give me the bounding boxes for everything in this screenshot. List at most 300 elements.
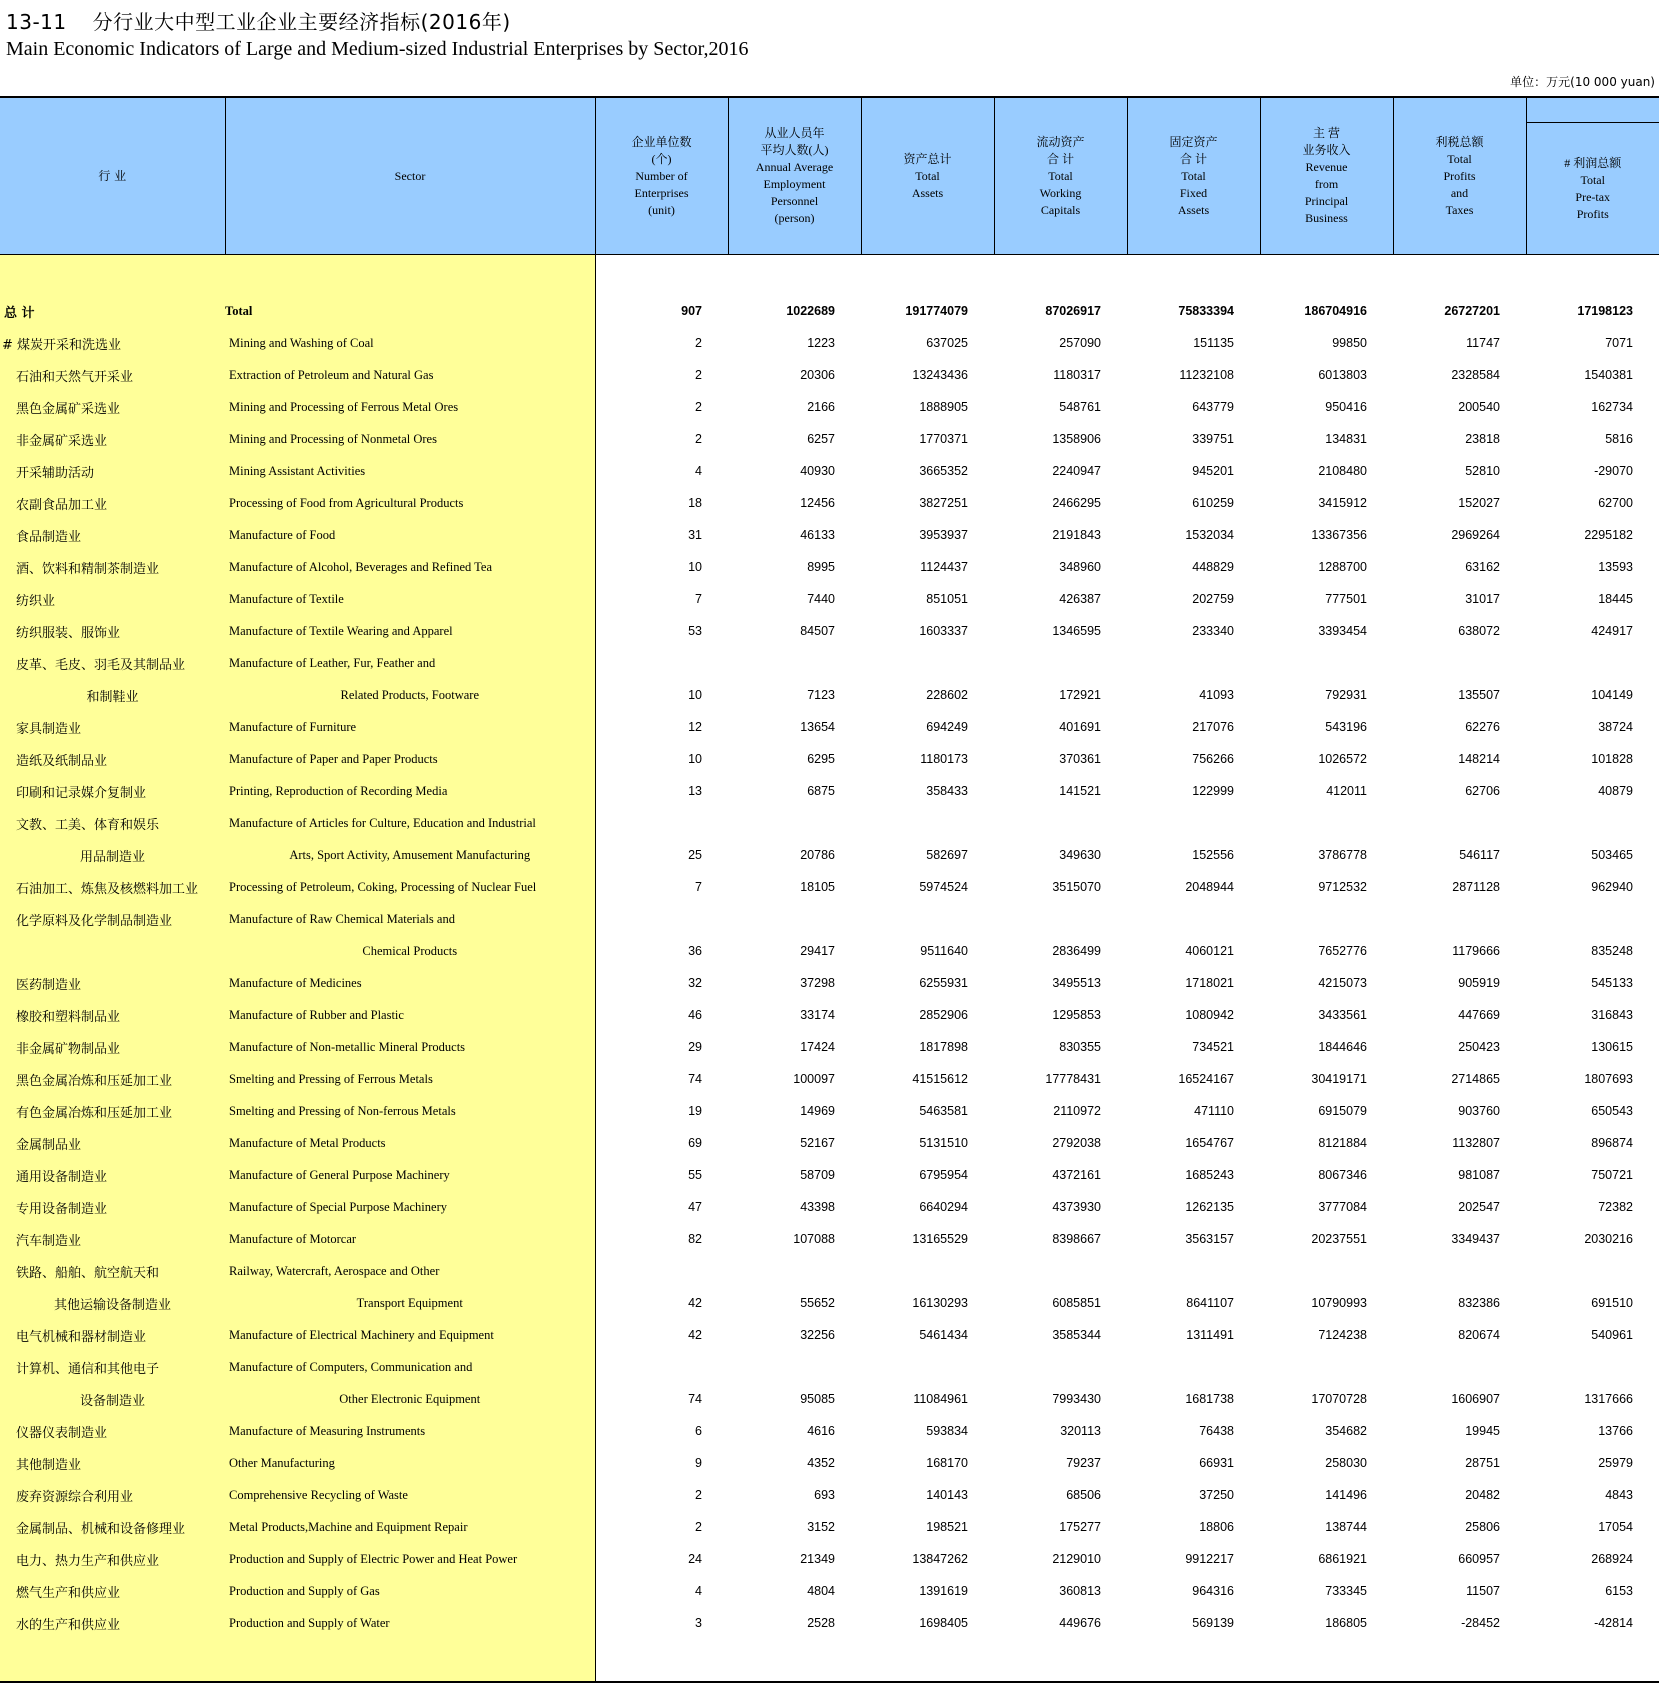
cell-fixed-assets — [1127, 647, 1260, 679]
cell-enterprises: 4 — [695, 1584, 702, 1598]
cell-fixed-assets: 41093 — [1199, 688, 1234, 702]
cell-revenue: 99850 — [1332, 336, 1367, 350]
row-label-en: Other Electronic Equipment — [225, 1383, 595, 1415]
cell-revenue: 4215073 — [1318, 976, 1367, 990]
cell-enterprises: 24 — [688, 1552, 702, 1566]
cell-employment: 3152 — [807, 1520, 835, 1534]
cell-employment: 4804 — [807, 1584, 835, 1598]
cell-profits-taxes: 31017 — [1465, 592, 1500, 606]
header-pretax-profits-label: # 利润总额 Total Pre-tax Profits — [1526, 122, 1659, 254]
cell-working-capital: 141521 — [1059, 784, 1101, 798]
cell-pretax-profits: 1317666 — [1584, 1392, 1633, 1406]
table-row — [0, 1415, 1659, 1447]
table-row — [0, 935, 1659, 967]
cell-enterprises: 7 — [695, 592, 702, 606]
cell-assets: 11084961 — [913, 1392, 968, 1406]
row-label-en: Manufacture of Non-metallic Mineral Products — [225, 1031, 595, 1063]
cell-fixed-assets: 643779 — [1192, 400, 1234, 414]
cell-profits-taxes: 28751 — [1465, 1456, 1500, 1470]
cell-enterprises: 18 — [688, 496, 702, 510]
cell-working-capital — [994, 807, 1127, 839]
row-label-en: Manufacture of Paper and Paper Products — [225, 743, 595, 775]
cell-pretax-profits: 691510 — [1591, 1296, 1633, 1310]
cell-fixed-assets: 152556 — [1192, 848, 1234, 862]
cell-fixed-assets: 756266 — [1192, 752, 1234, 766]
cell-profits-taxes: 202547 — [1458, 1200, 1500, 1214]
cell-pretax-profits: 2295182 — [1584, 528, 1633, 542]
header-working-capital: 流动资产 合 计 Total Working Capitals — [994, 97, 1127, 255]
table-row — [0, 1479, 1659, 1511]
cell-assets: 582697 — [926, 848, 968, 862]
cell-employment: 4352 — [807, 1456, 835, 1470]
cell-fixed-assets: 1532034 — [1185, 528, 1234, 542]
cell-assets: 1698405 — [919, 1616, 968, 1630]
cell-employment: 37298 — [800, 976, 835, 990]
cell-working-capital: 6085851 — [1052, 1296, 1101, 1310]
cell-revenue: 30419171 — [1311, 1072, 1367, 1086]
cell-employment: 107088 — [793, 1232, 835, 1246]
cell-fixed-assets: 1654767 — [1185, 1136, 1234, 1150]
row-label-cn: 非金属矿物制品业 — [0, 1031, 225, 1063]
cell-revenue: 17070728 — [1311, 1392, 1367, 1406]
table-row — [0, 1255, 1659, 1287]
cell-assets: 637025 — [926, 336, 968, 350]
cell-enterprises: 6 — [695, 1424, 702, 1438]
row-label-cn: 食品制造业 — [0, 519, 225, 551]
cell-assets: 851051 — [926, 592, 968, 606]
cell-assets: 6795954 — [919, 1168, 968, 1182]
table-row — [0, 1159, 1659, 1191]
cell-profits-taxes: 447669 — [1458, 1008, 1500, 1022]
title-cn-text: 分行业大中型工业企业主要经济指标(2016年) — [92, 10, 511, 34]
cell-enterprises: 42 — [688, 1328, 702, 1342]
cell-revenue: 354682 — [1325, 1424, 1367, 1438]
cell-working-capital — [994, 1351, 1127, 1383]
cell-revenue — [1260, 903, 1393, 935]
row-label-en: Metal Products,Machine and Equipment Repair — [225, 1511, 595, 1543]
cell-pretax-profits: 5816 — [1605, 432, 1633, 446]
cell-assets: 6640294 — [919, 1200, 968, 1214]
cell-employment: 7123 — [807, 688, 835, 702]
cell-fixed-assets: 1262135 — [1185, 1200, 1234, 1214]
cell-revenue: 950416 — [1325, 400, 1367, 414]
cell-working-capital: 68506 — [1066, 1488, 1101, 1502]
cell-profits-taxes: -28452 — [1461, 1616, 1500, 1630]
cell-pretax-profits: 316843 — [1591, 1008, 1633, 1022]
cell-working-capital: 257090 — [1059, 336, 1101, 350]
table-row — [0, 903, 1659, 935]
row-label-en: Processing of Petroleum, Coking, Processing of Nuclear Fuel — [225, 871, 595, 903]
cell-assets: 5461434 — [919, 1328, 968, 1342]
table-row — [0, 1031, 1659, 1063]
cell-assets: 5131510 — [919, 1136, 968, 1150]
table-row — [0, 1575, 1659, 1607]
cell-fixed-assets — [1127, 807, 1260, 839]
cell-employment: 4616 — [807, 1424, 835, 1438]
table-row — [0, 1543, 1659, 1575]
cell-employment: 1223 — [807, 336, 835, 350]
cell-working-capital: 4372161 — [1052, 1168, 1101, 1182]
row-label-cn: 橡胶和塑料制品业 — [0, 999, 225, 1031]
cell-employment: 21349 — [800, 1552, 835, 1566]
row-label-cn: 非金属矿采选业 — [0, 423, 225, 455]
cell-assets — [861, 1255, 994, 1287]
row-label-cn: 金属制品、机械和设备修理业 — [0, 1511, 225, 1543]
row-label-en: Mining and Washing of Coal — [225, 327, 595, 359]
cell-revenue: 6915079 — [1318, 1104, 1367, 1118]
row-label-en: Smelting and Pressing of Non-ferrous Metals — [225, 1095, 595, 1127]
row-label-en: Manufacture of Food — [225, 519, 595, 551]
cell-assets: 5463581 — [919, 1104, 968, 1118]
row-label-cn: 黑色金属冶炼和压延加工业 — [0, 1063, 225, 1095]
cell-revenue: 1026572 — [1318, 752, 1367, 766]
cell-revenue: 3786778 — [1318, 848, 1367, 862]
cell-assets: 1603337 — [919, 624, 968, 638]
table-row — [0, 839, 1659, 871]
table-row — [0, 359, 1659, 391]
cell-employment: 6875 — [807, 784, 835, 798]
cell-profits-taxes: 905919 — [1458, 976, 1500, 990]
cell-revenue: 20237551 — [1311, 1232, 1367, 1246]
row-label-cn: 其他制造业 — [0, 1447, 225, 1479]
table-row — [0, 1127, 1659, 1159]
row-label-cn: 有色金属冶炼和压延加工业 — [0, 1095, 225, 1127]
cell-assets: 1770371 — [919, 432, 968, 446]
cell-fixed-assets: 151135 — [1193, 336, 1234, 350]
row-label-cn: 纺织业 — [0, 583, 225, 615]
cell-profits-taxes: 2969264 — [1451, 528, 1500, 542]
cell-employment: 7440 — [807, 592, 835, 606]
cell-working-capital: 2110972 — [1053, 1104, 1101, 1118]
row-label-cn: 设备制造业 — [0, 1383, 225, 1415]
total-label-en: Total — [225, 295, 595, 327]
cell-employment: 6295 — [807, 752, 835, 766]
cell-enterprises: 82 — [688, 1232, 702, 1246]
cell-working-capital: 3495513 — [1052, 976, 1101, 990]
cell-fixed-assets: 217076 — [1192, 720, 1234, 734]
cell-working-capital: 4373930 — [1052, 1200, 1101, 1214]
header-fixed-assets: 固定资产 合 计 Total Fixed Assets — [1127, 97, 1260, 255]
cell-assets: 593834 — [926, 1424, 968, 1438]
cell-pretax-profits — [1526, 903, 1659, 935]
cell-fixed-assets: 945201 — [1192, 464, 1234, 478]
total-row — [0, 295, 1659, 327]
cell-pretax-profits: 545133 — [1591, 976, 1633, 990]
cell-revenue: 6861921 — [1318, 1552, 1367, 1566]
header-revenue: 主 营 业务收入 Revenue from Principal Business — [1260, 97, 1393, 255]
row-label-en: Manufacture of Medicines — [225, 967, 595, 999]
cell-working-capital: 401691 — [1059, 720, 1101, 734]
cell-revenue: 1844646 — [1318, 1040, 1367, 1054]
cell-revenue: 9712532 — [1318, 880, 1367, 894]
row-label-en: Manufacture of Computers, Communication and — [225, 1351, 595, 1383]
cell-profits-taxes: 62706 — [1465, 784, 1500, 798]
table-row — [0, 327, 1659, 359]
total-employment: 1022689 — [786, 304, 835, 318]
row-label-cn: 酒、饮料和精制茶制造业 — [0, 551, 225, 583]
cell-employment: 29417 — [800, 944, 835, 958]
cell-employment: 58709 — [800, 1168, 835, 1182]
table-row — [0, 711, 1659, 743]
row-label-cn: 化学原料及化学制品制造业 — [0, 903, 225, 935]
row-label-cn: 水的生产和供应业 — [0, 1607, 225, 1639]
table-row — [0, 1607, 1659, 1639]
cell-profits-taxes: 152027 — [1458, 496, 1500, 510]
cell-fixed-assets: 1681738 — [1185, 1392, 1234, 1406]
header-enterprises: 企业单位数 (个) Number of Enterprises (unit) — [595, 97, 728, 255]
cell-pretax-profits — [1526, 647, 1659, 679]
table-row — [0, 967, 1659, 999]
cell-enterprises: 53 — [688, 624, 702, 638]
cell-revenue: 543196 — [1325, 720, 1367, 734]
cell-assets — [861, 1351, 994, 1383]
cell-employment — [728, 903, 861, 935]
cell-pretax-profits: 896874 — [1591, 1136, 1633, 1150]
row-label-en: Manufacture of Special Purpose Machinery — [225, 1191, 595, 1223]
cell-fixed-assets — [1127, 1351, 1260, 1383]
cell-profits-taxes: 11507 — [1466, 1584, 1500, 1598]
cell-profits-taxes: 135507 — [1458, 688, 1500, 702]
cell-pretax-profits: 62700 — [1598, 496, 1633, 510]
cell-pretax-profits: 6153 — [1605, 1584, 1633, 1598]
cell-fixed-assets: 471110 — [1194, 1104, 1234, 1118]
cell-enterprises: 32 — [688, 976, 702, 990]
cell-fixed-assets: 37250 — [1199, 1488, 1234, 1502]
cell-fixed-assets: 8641107 — [1186, 1296, 1234, 1310]
cell-assets: 2852906 — [919, 1008, 968, 1022]
cell-profits-taxes: 62276 — [1465, 720, 1500, 734]
cell-working-capital: 17778431 — [1045, 1072, 1101, 1086]
cell-pretax-profits: 18445 — [1598, 592, 1633, 606]
row-label-en: Production and Supply of Electric Power and Heat Power — [225, 1543, 595, 1575]
table-row — [0, 999, 1659, 1031]
cell-enterprises: 42 — [688, 1296, 702, 1310]
cell-employment — [728, 647, 861, 679]
cell-revenue: 3393454 — [1318, 624, 1367, 638]
row-label-en: Manufacture of Furniture — [225, 711, 595, 743]
cell-pretax-profits — [1526, 1255, 1659, 1287]
cell-profits-taxes: 546117 — [1459, 848, 1500, 862]
total-fixed-assets: 75833394 — [1178, 304, 1234, 318]
cell-fixed-assets: 233340 — [1192, 624, 1234, 638]
cell-working-capital: 2191843 — [1052, 528, 1101, 542]
cell-profits-taxes — [1393, 807, 1526, 839]
cell-profits-taxes: 660957 — [1458, 1552, 1500, 1566]
cell-profits-taxes: 63162 — [1465, 560, 1500, 574]
cell-working-capital: 449676 — [1059, 1616, 1101, 1630]
row-label-cn: 铁路、船舶、航空航天和 — [0, 1255, 225, 1287]
cell-enterprises: 9 — [695, 1456, 702, 1470]
row-label-cn: 医药制造业 — [0, 967, 225, 999]
cell-pretax-profits: 7071 — [1605, 336, 1633, 350]
row-label-en: Smelting and Pressing of Ferrous Metals — [225, 1063, 595, 1095]
row-label-cn: 其他运输设备制造业 — [0, 1287, 225, 1319]
row-label-en: Printing, Reproduction of Recording Media — [225, 775, 595, 807]
cell-pretax-profits: 104149 — [1591, 688, 1633, 702]
cell-pretax-profits: 40879 — [1598, 784, 1633, 798]
row-label-en: Related Products, Footware — [225, 679, 595, 711]
cell-assets: 5974524 — [919, 880, 968, 894]
cell-fixed-assets: 4060121 — [1185, 944, 1234, 958]
cell-revenue: 6013803 — [1318, 368, 1367, 382]
cell-pretax-profits — [1526, 1351, 1659, 1383]
cell-assets: 13847262 — [912, 1552, 968, 1566]
cell-profits-taxes: 250423 — [1458, 1040, 1500, 1054]
total-working-capital: 87026917 — [1045, 304, 1101, 318]
row-label-cn: 石油和天然气开采业 — [0, 359, 225, 391]
cell-employment: 14969 — [800, 1104, 835, 1118]
cell-working-capital: 79237 — [1066, 1456, 1101, 1470]
cell-pretax-profits: 268924 — [1591, 1552, 1633, 1566]
cell-revenue: 2108480 — [1318, 464, 1367, 478]
cell-assets: 13165529 — [912, 1232, 968, 1246]
row-label-en: Manufacture of Alcohol, Beverages and Refined Tea — [225, 551, 595, 583]
cell-employment: 20786 — [800, 848, 835, 862]
table-row — [0, 1319, 1659, 1351]
cell-fixed-assets: 964316 — [1192, 1584, 1234, 1598]
table-row — [0, 1511, 1659, 1543]
cell-pretax-profits: 1540381 — [1584, 368, 1633, 382]
cell-assets: 1817898 — [919, 1040, 968, 1054]
cell-assets: 13243436 — [912, 368, 968, 382]
cell-employment: 100097 — [793, 1072, 835, 1086]
row-label-en: Manufacture of Motorcar — [225, 1223, 595, 1255]
cell-enterprises: 46 — [688, 1008, 702, 1022]
cell-working-capital: 548761 — [1059, 400, 1101, 414]
cell-assets: 228602 — [926, 688, 968, 702]
cell-assets: 41515612 — [912, 1072, 968, 1086]
cell-assets: 694249 — [926, 720, 968, 734]
cell-profits-taxes: 832386 — [1458, 1296, 1500, 1310]
cell-pretax-profits: 1807693 — [1584, 1072, 1633, 1086]
row-label-en: Chemical Products — [225, 935, 595, 967]
table-row — [0, 1095, 1659, 1127]
cell-assets: 16130293 — [912, 1296, 968, 1310]
cell-enterprises: 2 — [695, 336, 702, 350]
row-label-en: Production and Supply of Gas — [225, 1575, 595, 1607]
row-label-en: Manufacture of Textile — [225, 583, 595, 615]
cell-fixed-assets: 66931 — [1199, 1456, 1234, 1470]
cell-profits-taxes — [1393, 647, 1526, 679]
cell-enterprises: 31 — [688, 528, 702, 542]
cell-profits-taxes: 200540 — [1458, 400, 1500, 414]
cell-employment: 2528 — [807, 1616, 835, 1630]
indicators-table — [0, 96, 1659, 1683]
table-row — [0, 1287, 1659, 1319]
cell-working-capital: 2792038 — [1052, 1136, 1101, 1150]
cell-profits-taxes: 903760 — [1458, 1104, 1500, 1118]
cell-revenue — [1260, 647, 1393, 679]
total-label-cn: 总 计 — [0, 295, 225, 327]
cell-revenue: 792931 — [1325, 688, 1367, 702]
cell-fixed-assets: 18806 — [1199, 1520, 1234, 1534]
cell-working-capital: 1180317 — [1053, 368, 1101, 382]
cell-assets: 140143 — [926, 1488, 968, 1502]
cell-profits-taxes: 981087 — [1458, 1168, 1500, 1182]
table-row — [0, 423, 1659, 455]
cell-working-capital: 348960 — [1059, 560, 1101, 574]
cell-enterprises: 2 — [695, 368, 702, 382]
cell-profits-taxes: 25806 — [1465, 1520, 1500, 1534]
row-label-en: Other Manufacturing — [225, 1447, 595, 1479]
cell-pretax-profits: 503465 — [1591, 848, 1633, 862]
cell-revenue: 138744 — [1325, 1520, 1367, 1534]
cell-fixed-assets: 1718021 — [1185, 976, 1234, 990]
cell-fixed-assets: 16524167 — [1178, 1072, 1234, 1086]
cell-profits-taxes: 148214 — [1458, 752, 1500, 766]
total-pretax-profits: 17198123 — [1577, 304, 1633, 318]
cell-profits-taxes: 23818 — [1465, 432, 1500, 446]
cell-enterprises: 19 — [688, 1104, 702, 1118]
total-enterprises: 907 — [681, 304, 702, 318]
cell-employment: 33174 — [800, 1008, 835, 1022]
row-label-cn: 通用设备制造业 — [0, 1159, 225, 1191]
end-padding-row — [0, 1639, 1659, 1682]
cell-revenue: 8067346 — [1318, 1168, 1367, 1182]
cell-pretax-profits: 4843 — [1605, 1488, 1633, 1502]
cell-employment: 693 — [814, 1488, 835, 1502]
row-label-en: Railway, Watercraft, Aerospace and Other — [225, 1255, 595, 1287]
cell-working-capital: 360813 — [1059, 1584, 1101, 1598]
table-row — [0, 1383, 1659, 1415]
row-label-cn: 计算机、通信和其他电子 — [0, 1351, 225, 1383]
cell-profits-taxes: 3349437 — [1451, 1232, 1500, 1246]
cell-profits-taxes: 2328584 — [1451, 368, 1500, 382]
cell-revenue — [1260, 1255, 1393, 1287]
cell-revenue: 3415912 — [1318, 496, 1367, 510]
cell-assets: 198521 — [926, 1520, 968, 1534]
cell-working-capital — [994, 903, 1127, 935]
cell-employment — [728, 1351, 861, 1383]
cell-profits-taxes: 20482 — [1465, 1488, 1500, 1502]
cell-working-capital: 370361 — [1059, 752, 1101, 766]
cell-working-capital: 2129010 — [1052, 1552, 1101, 1566]
cell-pretax-profits: 424917 — [1591, 624, 1633, 638]
row-label-en: Arts, Sport Activity, Amusement Manufacturing — [225, 839, 595, 871]
row-label-en: Production and Supply of Water — [225, 1607, 595, 1639]
row-label-cn: 开采辅助活动 — [0, 455, 225, 487]
row-label-cn: 纺织服装、服饰业 — [0, 615, 225, 647]
cell-working-capital: 8398667 — [1052, 1232, 1101, 1246]
cell-pretax-profits: 750721 — [1591, 1168, 1633, 1182]
row-label-en: Manufacture of Measuring Instruments — [225, 1415, 595, 1447]
cell-fixed-assets: 11232108 — [1179, 368, 1234, 382]
cell-enterprises — [595, 807, 728, 839]
table-row — [0, 1447, 1659, 1479]
row-label-cn: 用品制造业 — [0, 839, 225, 871]
row-label-cn: 皮革、毛皮、羽毛及其制品业 — [0, 647, 225, 679]
cell-pretax-profits: 835248 — [1591, 944, 1633, 958]
cell-enterprises: 74 — [688, 1072, 702, 1086]
cell-revenue: 3777084 — [1318, 1200, 1367, 1214]
cell-profits-taxes — [1393, 1255, 1526, 1287]
cell-working-capital: 2836499 — [1052, 944, 1101, 958]
cell-revenue: 8121884 — [1318, 1136, 1367, 1150]
row-label-cn: 金属制品业 — [0, 1127, 225, 1159]
header-assets: 资产总计 Total Assets — [861, 97, 994, 255]
cell-working-capital: 1358906 — [1052, 432, 1101, 446]
cell-profits-taxes: 638072 — [1458, 624, 1500, 638]
table-row — [0, 583, 1659, 615]
cell-revenue: 777501 — [1325, 592, 1367, 606]
cell-fixed-assets: 1685243 — [1185, 1168, 1234, 1182]
cell-profits-taxes: 1132807 — [1452, 1136, 1500, 1150]
row-label-cn: 专用设备制造业 — [0, 1191, 225, 1223]
cell-profits-taxes: 2714865 — [1451, 1072, 1500, 1086]
cell-fixed-assets: 1311491 — [1186, 1328, 1234, 1342]
table-row — [0, 807, 1659, 839]
cell-enterprises: 47 — [688, 1200, 702, 1214]
